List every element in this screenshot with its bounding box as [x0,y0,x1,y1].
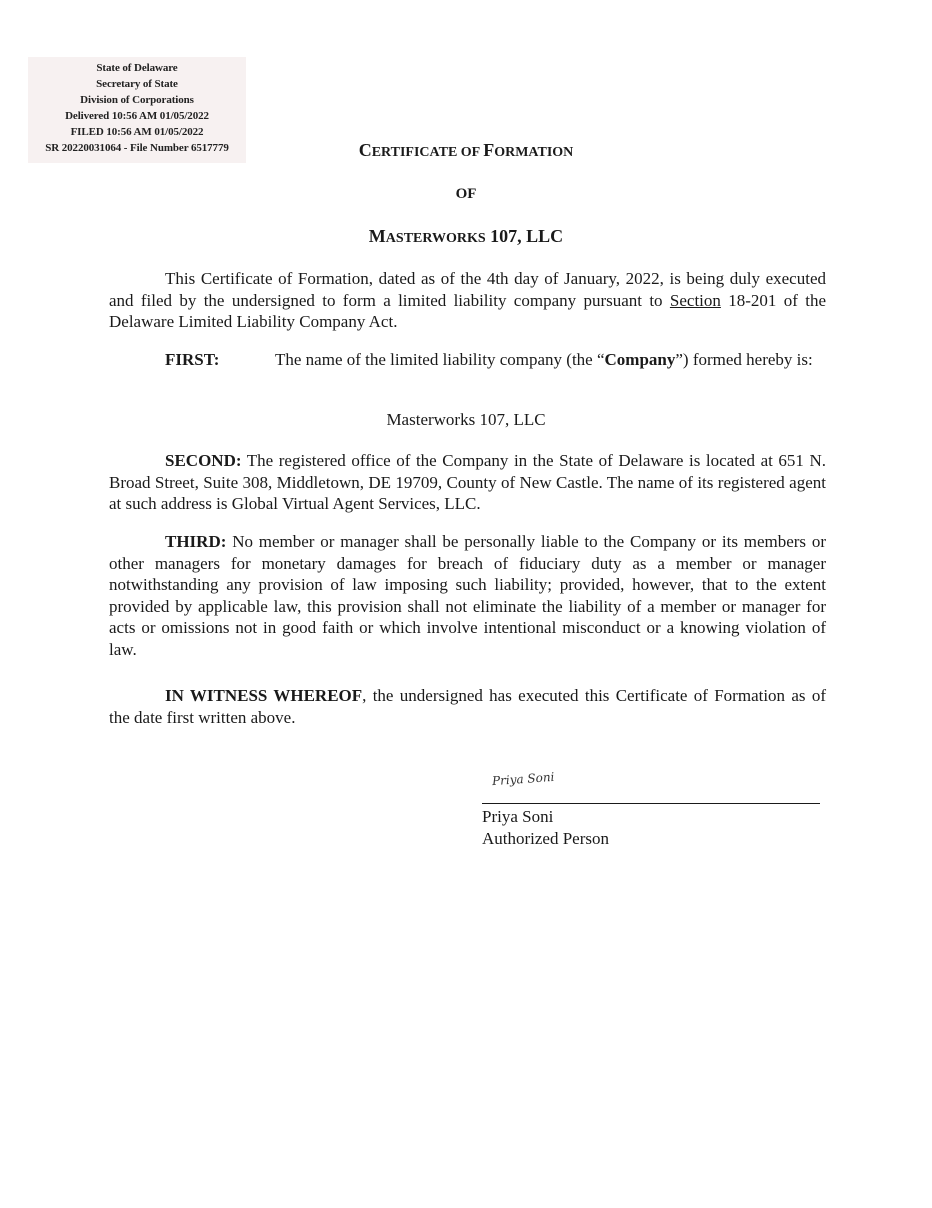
stamp-filed: FILED 10:56 AM 01/05/2022 [70,126,204,138]
stamp-delivered: Delivered 10:56 AM 01/05/2022 [65,110,209,122]
first-article: FIRST: The name of the limited liability company (the “Company”) formed hereby is: [165,350,813,369]
third-article: THIRD: No member or manager shall be personally liable to the Company or its members or other managers for monetary damages for breach of fiduciary duty as a member or manager notwithstanding any provision of law imposing such liability; provided, however, that to the extent provided by applicable law, this provision shall not eliminate the liability of a member or manager for acts or omissions not in good faith or which involve intentional misconduct or a knowing violation of law. [109,532,826,659]
company-name: Masterworks 107, LLC [386,410,546,429]
intro-paragraph: This Certificate of Formation, dated as of the 4th day of January, 2022, is being duly executed and filed by the undersigned to form a limited liability company pursuant to Section 18-201 of the Delaware Limited Liability Company Act. [109,269,827,332]
stamp-state: State of Delaware [96,62,178,74]
document-title-of: OF [455,186,477,202]
second-label: SECOND: [165,451,242,470]
document-title: CERTIFICATE OF FORMATION [358,140,574,160]
signer-title: Authorized Person [482,829,610,848]
stamp-secretary: Secretary of State [96,78,178,90]
stamp-division: Division of Corporations [80,94,194,106]
stamp-file-number: SR 20220031064 - File Number 6517779 [45,142,229,154]
company-heading: MASTERWORKS 107, LLC [368,226,564,246]
handwritten-signature: Priya Soni [491,769,555,789]
witness-paragraph: IN WITNESS WHEREOF, the undersigned has executed this Certificate of Formation as of the date first written above. [109,686,826,727]
signature-line [482,803,820,804]
first-label: FIRST: [165,350,220,369]
witness-label: IN WITNESS WHEREOF [165,686,363,705]
section-link: Section [669,290,721,310]
signer-name: Priya Soni [482,807,554,826]
third-label: THIRD: [165,532,227,551]
second-article: SECOND: The registered office of the Company in the State of Delaware is located at 651 N. Broad Street, Suite 308, Middletown, DE 19709, County of New Castle. The name of its registered agent at such address is Global Virtual Agent Services, LLC. [109,451,826,514]
